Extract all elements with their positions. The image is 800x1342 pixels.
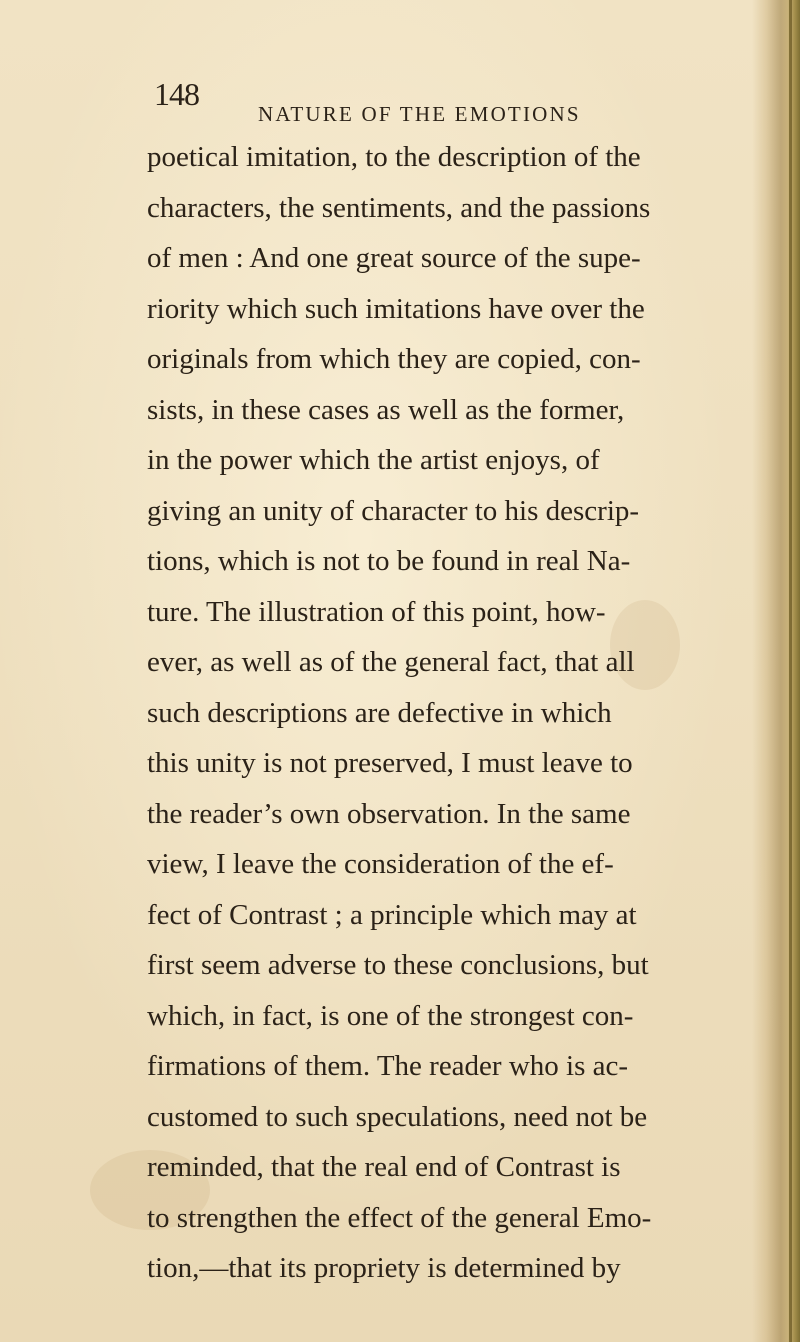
page-number: 148 — [154, 76, 199, 112]
text-line: reminded, that the real end of Contrast is — [147, 1151, 621, 1183]
text-line: sists, in these cases as well as the former, — [147, 393, 625, 426]
text-line: originals from which they are copied, con- — [147, 343, 641, 375]
text-line: firmations of them. The reader who is ac- — [147, 1050, 629, 1082]
text-line: riority which such imitations have over the — [147, 292, 645, 325]
running-head: NATURE OF THE EMOTIONS — [258, 102, 581, 126]
text-line: of men : And one great source of the supe- — [147, 242, 641, 274]
text-line: to strengthen the effect of the general Emo- — [147, 1201, 652, 1234]
text-line: in the power which the artist enjoys, of — [147, 444, 600, 476]
text-line: characters, the sentiments, and the passions — [147, 191, 651, 224]
page-binding-line — [789, 0, 792, 1342]
body-text — [147, 132, 747, 1294]
text-line: view, I leave the consideration of the ef- — [147, 848, 614, 880]
page-binding-edge — [752, 0, 800, 1342]
text-line: this unity is not preserved, I must leave to — [147, 747, 633, 779]
page-header — [146, 72, 616, 126]
text-line: ture. The illustration of this point, how- — [147, 595, 606, 628]
text-line: fect of Contrast ; a principle which may at — [147, 898, 637, 931]
text-line: giving an unity of character to his descrip- — [147, 494, 640, 527]
text-line: tions, which is not to be found in real Na- — [147, 545, 631, 577]
text-line: ever, as well as of the general fact, that all — [147, 646, 635, 678]
text-line: which, in fact, is one of the strongest con- — [147, 999, 634, 1032]
text-line: customed to such speculations, need not be — [147, 1100, 648, 1133]
text-line: poetical imitation, to the description of the — [147, 141, 641, 173]
text-line: the reader’s own observation. In the same — [147, 797, 631, 830]
text-line: tion,—that its propriety is determined by — [147, 1252, 621, 1284]
text-line: such descriptions are defective in which — [147, 696, 612, 729]
text-line: first seem adverse to these conclusions, but — [147, 949, 649, 981]
